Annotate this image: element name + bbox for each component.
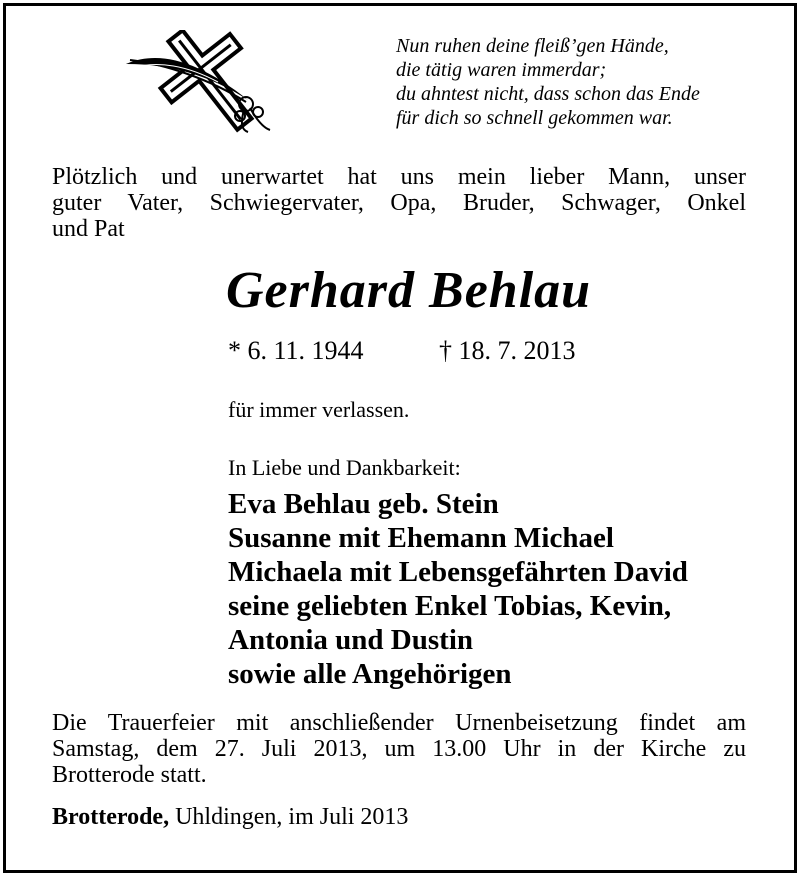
intro-text: [52, 164, 746, 242]
poem-line: für dich so schnell gekommen war.: [396, 107, 673, 129]
poem-line: Nun ruhen deine fleiß’gen Hände,: [396, 35, 669, 57]
family-member: Eva Behlau geb. Stein: [228, 488, 499, 520]
left-us-text: für immer verlassen.: [228, 397, 410, 422]
place-date-line: [52, 804, 408, 830]
family-member: Michaela mit Lebensgefährten David: [228, 556, 688, 588]
love-gratitude-text: In Liebe und Dankbarkeit:: [228, 455, 461, 480]
ceremony-line: Samstag, dem 27. Juli 2013, um 13.00 Uhr in der Kirche zu: [52, 736, 746, 762]
poem-line: du ahntest nicht, dass schon das Ende: [396, 83, 700, 105]
family-member: sowie alle Angehörigen: [228, 658, 512, 690]
intro-line: guter Vater, Schwiegervater, Opa, Bruder, Schwager, Onkel: [52, 190, 746, 216]
birth-date: * 6. 11. 1944: [228, 336, 364, 365]
ceremony-line: Brotterode statt.: [52, 762, 207, 788]
life-dates: [228, 336, 576, 366]
family-member: seine geliebten Enkel Tobias, Kevin,: [228, 590, 672, 622]
place-rest: Uhldingen, im Juli 2013: [169, 804, 409, 830]
poem: [396, 34, 776, 130]
family-member: Susanne mit Ehemann Michael: [228, 522, 614, 554]
deceased-name: Gerhard Behlau: [226, 262, 592, 319]
cross-with-quill-and-flower-icon: [118, 30, 278, 134]
intro-line: Plötzlich und unerwartet hat uns mein lieber Mann, unser: [52, 164, 746, 190]
intro-line: und Pat: [52, 216, 125, 242]
ceremony-line: Die Trauerfeier mit anschließender Urnenbeisetzung findet am: [52, 710, 746, 736]
ceremony-text: [52, 710, 746, 788]
place-town: Brotterode,: [52, 804, 170, 830]
family-member: Antonia und Dustin: [228, 624, 473, 656]
poem-line: die tätig waren immerdar;: [396, 59, 607, 81]
family-list: [228, 487, 688, 691]
death-date: † 18. 7. 2013: [439, 336, 576, 365]
